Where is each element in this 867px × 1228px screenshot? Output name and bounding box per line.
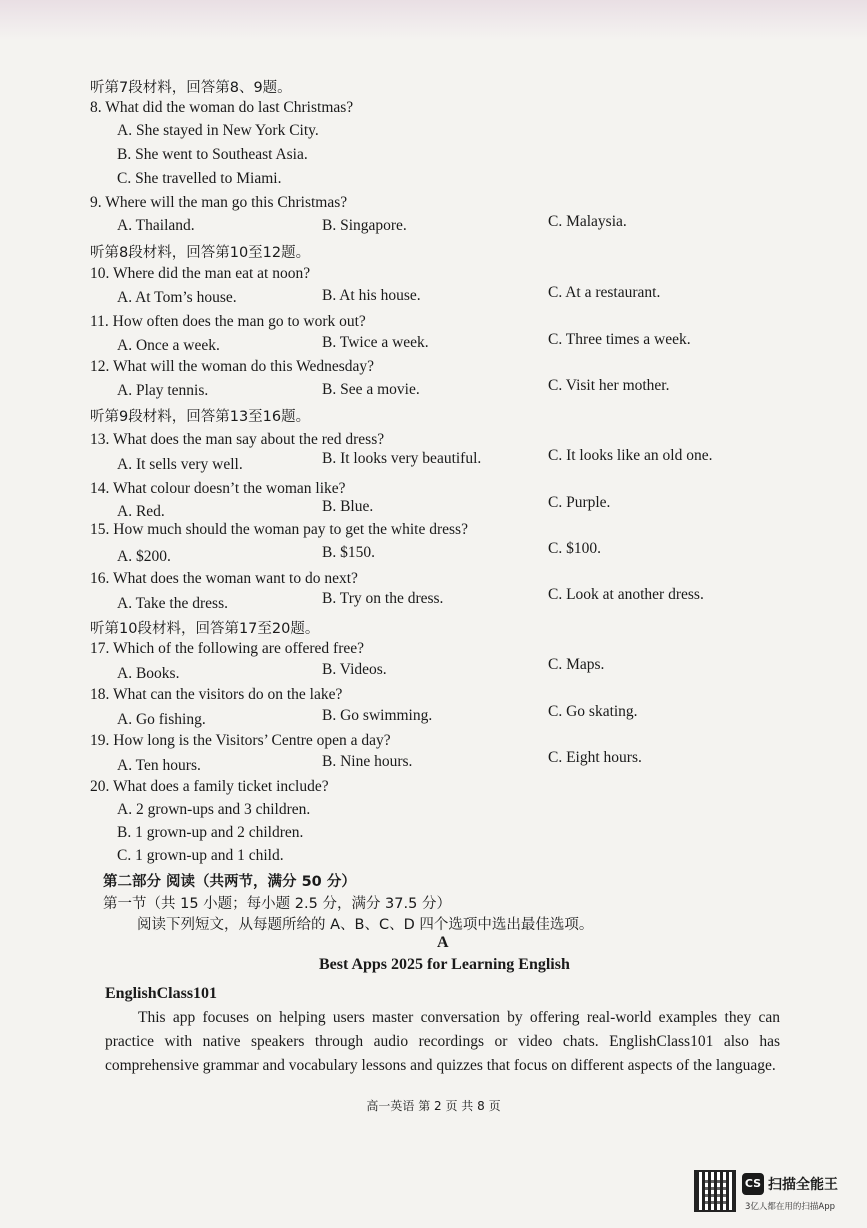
option-10c: C. At a restaurant. xyxy=(548,284,661,301)
option-13b: B. It looks very beautiful. xyxy=(322,450,482,467)
option-12c: C. Visit her mother. xyxy=(548,377,670,394)
option-19b: B. Nine hours. xyxy=(322,753,413,770)
option-8a: A. She stayed in New York City. xyxy=(117,122,319,139)
option-20b: B. 1 grown-up and 2 children. xyxy=(117,824,304,841)
passage-letter: A xyxy=(437,934,449,951)
option-14c: C. Purple. xyxy=(548,494,611,511)
option-10b: B. At his house. xyxy=(322,287,421,304)
option-15a: A. $200. xyxy=(117,548,171,565)
option-8b: B. She went to Southeast Asia. xyxy=(117,146,308,163)
option-19a: A. Ten hours. xyxy=(117,757,201,774)
option-19c: C. Eight hours. xyxy=(548,749,642,766)
option-9a: A. Thailand. xyxy=(117,217,195,234)
option-12a: A. Play tennis. xyxy=(117,382,209,399)
option-13c: C. It looks like an old one. xyxy=(548,447,713,464)
question-14: 14. What colour doesn’t the woman like? xyxy=(90,480,346,497)
question-11: 11. How often does the man go to work out? xyxy=(90,313,366,330)
option-12b: B. See a movie. xyxy=(322,381,420,398)
question-15: 15. How much should the woman pay to get the white dress? xyxy=(90,521,468,538)
scanner-app-name: 扫描全能王 xyxy=(768,1177,838,1193)
option-14a: A. Red. xyxy=(117,503,165,520)
option-13a: A. It sells very well. xyxy=(117,456,243,473)
question-16: 16. What does the woman want to do next? xyxy=(90,570,358,587)
option-17b: B. Videos. xyxy=(322,661,387,678)
option-11a: A. Once a week. xyxy=(117,337,220,354)
part2-heading: 第二部分 阅读（共两节，满分 50 分） xyxy=(103,874,356,890)
option-10a: A. At Tom’s house. xyxy=(117,289,237,306)
camscanner-logo-icon: CS xyxy=(742,1173,764,1195)
option-11c: C. Three times a week. xyxy=(548,331,691,348)
question-20: 20. What does a family ticket include? xyxy=(90,778,329,795)
option-9c: C. Malaysia. xyxy=(548,213,627,230)
option-15b: B. $150. xyxy=(322,544,375,561)
option-20c: C. 1 grown-up and 1 child. xyxy=(117,847,284,864)
passage-title: Best Apps 2025 for Learning English xyxy=(319,956,570,973)
option-14b: B. Blue. xyxy=(322,498,374,515)
question-8: 8. What did the woman do last Christmas? xyxy=(90,99,354,116)
option-18b: B. Go swimming. xyxy=(322,707,433,724)
question-10: 10. Where did the man eat at noon? xyxy=(90,265,311,282)
scanner-tagline: 3亿人都在用的扫描App xyxy=(745,1202,836,1212)
page-footer: 高一英语 第 2 页 共 8 页 xyxy=(366,1099,501,1113)
scan-top-shadow xyxy=(0,0,867,40)
bleed-through-texture xyxy=(470,70,860,1090)
reading-instruction: 阅读下列短文，从每题所给的 A、B、C、D 四个选项中选出最佳选项。 xyxy=(137,917,594,933)
option-18c: C. Go skating. xyxy=(548,703,638,720)
option-16c: C. Look at another dress. xyxy=(548,586,704,603)
option-18a: A. Go fishing. xyxy=(117,711,206,728)
section-heading-9: 听第9段材料，回答第13至16题。 xyxy=(90,409,311,425)
question-19: 19. How long is the Visitors’ Centre open a day? xyxy=(90,732,391,749)
section-heading-10: 听第10段材料，回答第17至20题。 xyxy=(90,621,320,637)
question-18: 18. What can the visitors do on the lake? xyxy=(90,686,343,703)
app-description: This app focuses on helping users master conversation by offering real-world examples they can practice with native speakers through audio recordings or video chats. EnglishClass101 also has comprehensive grammar and vocabulary lessons and quizzes that focus on different aspects of the language. xyxy=(105,1009,780,1074)
option-17a: A. Books. xyxy=(117,665,180,682)
question-12: 12. What will the woman do this Wednesday? xyxy=(90,358,375,375)
option-9b: B. Singapore. xyxy=(322,217,407,234)
option-17c: C. Maps. xyxy=(548,656,605,673)
app-heading: EnglishClass101 xyxy=(105,985,218,1002)
section-heading-8: 听第8段材料，回答第10至12题。 xyxy=(90,245,311,261)
option-11b: B. Twice a week. xyxy=(322,334,429,351)
question-13: 13. What does the man say about the red dress? xyxy=(90,431,385,448)
option-16b: B. Try on the dress. xyxy=(322,590,444,607)
option-16a: A. Take the dress. xyxy=(117,595,228,612)
option-20a: A. 2 grown-ups and 3 children. xyxy=(117,801,311,818)
qr-code-icon xyxy=(694,1170,736,1212)
section-heading-7: 听第7段材料，回答第8、9题。 xyxy=(90,80,292,96)
option-15c: C. $100. xyxy=(548,540,601,557)
option-8c: C. She travelled to Miami. xyxy=(117,170,282,187)
question-9: 9. Where will the man go this Christmas? xyxy=(90,194,348,211)
question-17: 17. Which of the following are offered free? xyxy=(90,640,365,657)
part2-section1-heading: 第一节（共 15 小题；每小题 2.5 分，满分 37.5 分） xyxy=(103,896,451,912)
